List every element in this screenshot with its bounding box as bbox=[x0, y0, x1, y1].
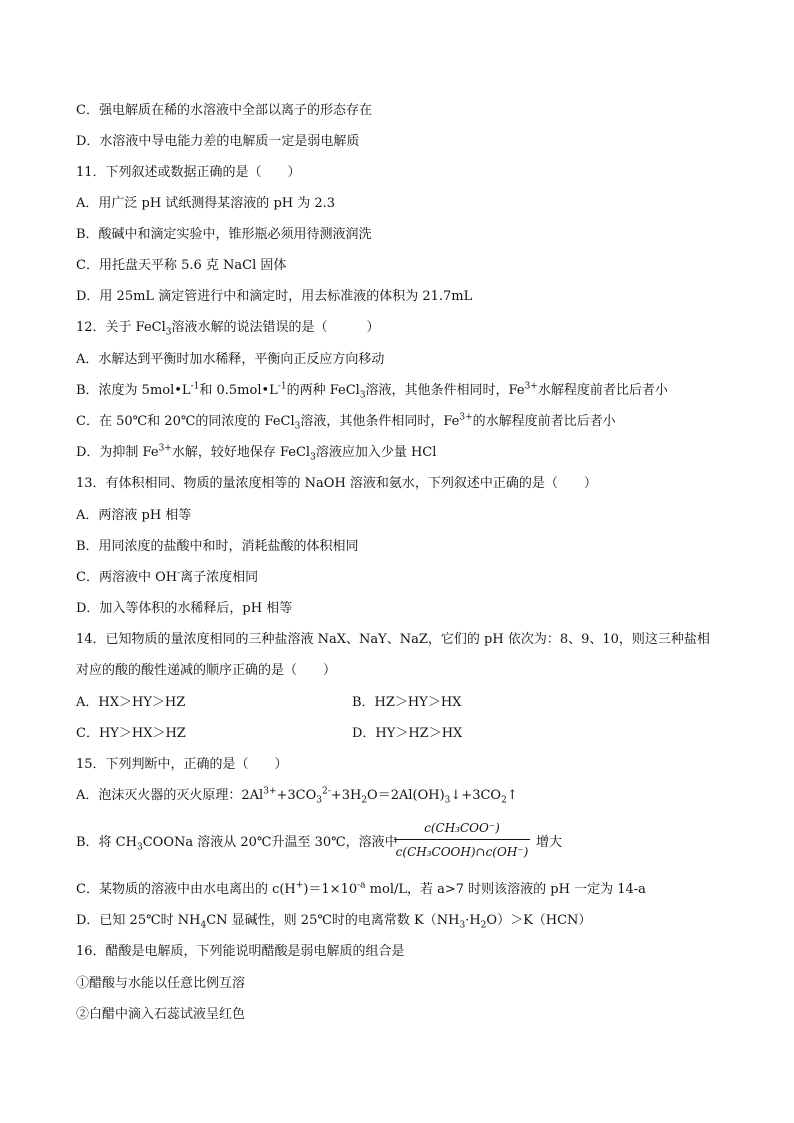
question-12: 12．关于 FeCl$_3$溶液水解的说法错误的是（ ） bbox=[76, 320, 380, 338]
fraction-denominator: c(CH₃COOH)∩c(OH⁻) bbox=[395, 845, 529, 859]
question-16: 16．醋酸是电解质，下列能说明醋酸是弱电解质的组合是 bbox=[76, 944, 405, 959]
option-c-12: C．在 50℃和 20℃的同浓度的 FeCl$_3$溶液，其他条件相同时，$Fe^{3+}$的水解程度前者比后者小 bbox=[76, 412, 616, 432]
option-b-13: B．用同浓度的盐酸中和时，消耗盐酸的体积相同 bbox=[76, 539, 359, 554]
statement-16-1: ①醋酸与水能以任意比例互溶 bbox=[76, 976, 246, 991]
question-13: 13．有体积相同、物质的量浓度相等的 NaOH 溶液和氨水，下列叙述中正确的是（ ） bbox=[76, 476, 597, 491]
question-14-line1: 14．已知物质的量浓度相同的三种盐溶液 NaX、NaY、NaZ，它们的 pH 依次为：8、9、10，则这三种盐相 bbox=[76, 632, 710, 647]
option-d-10: D．水溶液中导电能力差的电解质一定是弱电解质 bbox=[76, 134, 360, 149]
option-b-15-text: B．将 $CH_3COONa$ 溶液从 20℃升温至 30℃，溶液中 bbox=[76, 835, 398, 853]
option-c-11: C．用托盘天平称 5.6 克 NaCl 固体 bbox=[76, 258, 287, 273]
fraction-bar bbox=[394, 839, 530, 840]
option-a-11: A．用广泛 pH 试纸测得某溶液的 pH 为 2.3 bbox=[76, 196, 336, 211]
option-a-13: A．两溶液 pH 相等 bbox=[76, 508, 192, 523]
statement-16-2: ②白醋中滴入石蕊试液呈红色 bbox=[76, 1007, 246, 1022]
question-11: 11．下列叙述或数据正确的是（ ） bbox=[76, 165, 301, 180]
option-b-15-suffix: 增大 bbox=[536, 835, 563, 850]
concentration-ratio-fraction bbox=[394, 818, 530, 862]
option-d-15: D．已知 25℃时 $NH_4CN$ 显碱性，则 25℃时的电离常数 $K(NH_3\cdot H_2O)>K(HCN)$ bbox=[76, 913, 592, 931]
option-d-11: D．用 25mL 滴定管进行中和滴定时，用去标准液的体积为 21.7mL bbox=[76, 289, 473, 304]
option-c-14: C．HY＞HX＞HZ bbox=[76, 726, 186, 741]
option-c-15: C．某物质的溶液中由水电离出的 $c(H^+)=1\times 10^{-a}$ mol/L，若 a>7 时则该溶液的 pH 一定为 14-a bbox=[76, 880, 646, 897]
option-c-10: C．强电解质在稀的水溶液中全部以离子的形态存在 bbox=[76, 103, 372, 118]
question-15: 15．下列判断中，正确的是（ ） bbox=[76, 757, 288, 772]
fraction-numerator: c(CH₃COO⁻) bbox=[424, 821, 500, 835]
option-d-12: D．为抑制 $Fe^{3+}$水解，较好地保存 FeCl$_3$溶液应加入少量 HCl bbox=[76, 443, 437, 463]
option-b-12: B．浓度为 $5mol•L^{-1}$和 $0.5mol•L^{-1}$的两种 FeCl$_3$溶液，其他条件相同时，$Fe^{3+}$水解程度前者比后者小 bbox=[76, 381, 668, 401]
option-d-13: D．加入等体积的水稀释后，pH 相等 bbox=[76, 601, 293, 616]
option-b-14: B．HZ＞HY＞HX bbox=[352, 695, 462, 710]
option-a-15: A．泡沫灭火器的灭火原理：$2Al^{3+}+3CO_3^{2-}+3H_2O=2Al(OH)_3↓+3CO_2↑$ bbox=[76, 786, 518, 806]
question-14-line2: 对应的酸的酸性递减的顺序正确的是（ ） bbox=[76, 663, 337, 678]
option-b-11: B．酸碱中和滴定实验中，锥形瓶必须用待测液润洗 bbox=[76, 227, 372, 242]
option-a-14: A．HX＞HY＞HZ bbox=[76, 695, 186, 710]
option-a-12: A．水解达到平衡时加水稀释，平衡向正反应方向移动 bbox=[76, 352, 385, 367]
option-c-13: C．两溶液中 OH-离子浓度相同 bbox=[76, 568, 259, 585]
option-d-14: D．HY＞HZ＞HX bbox=[352, 726, 463, 741]
